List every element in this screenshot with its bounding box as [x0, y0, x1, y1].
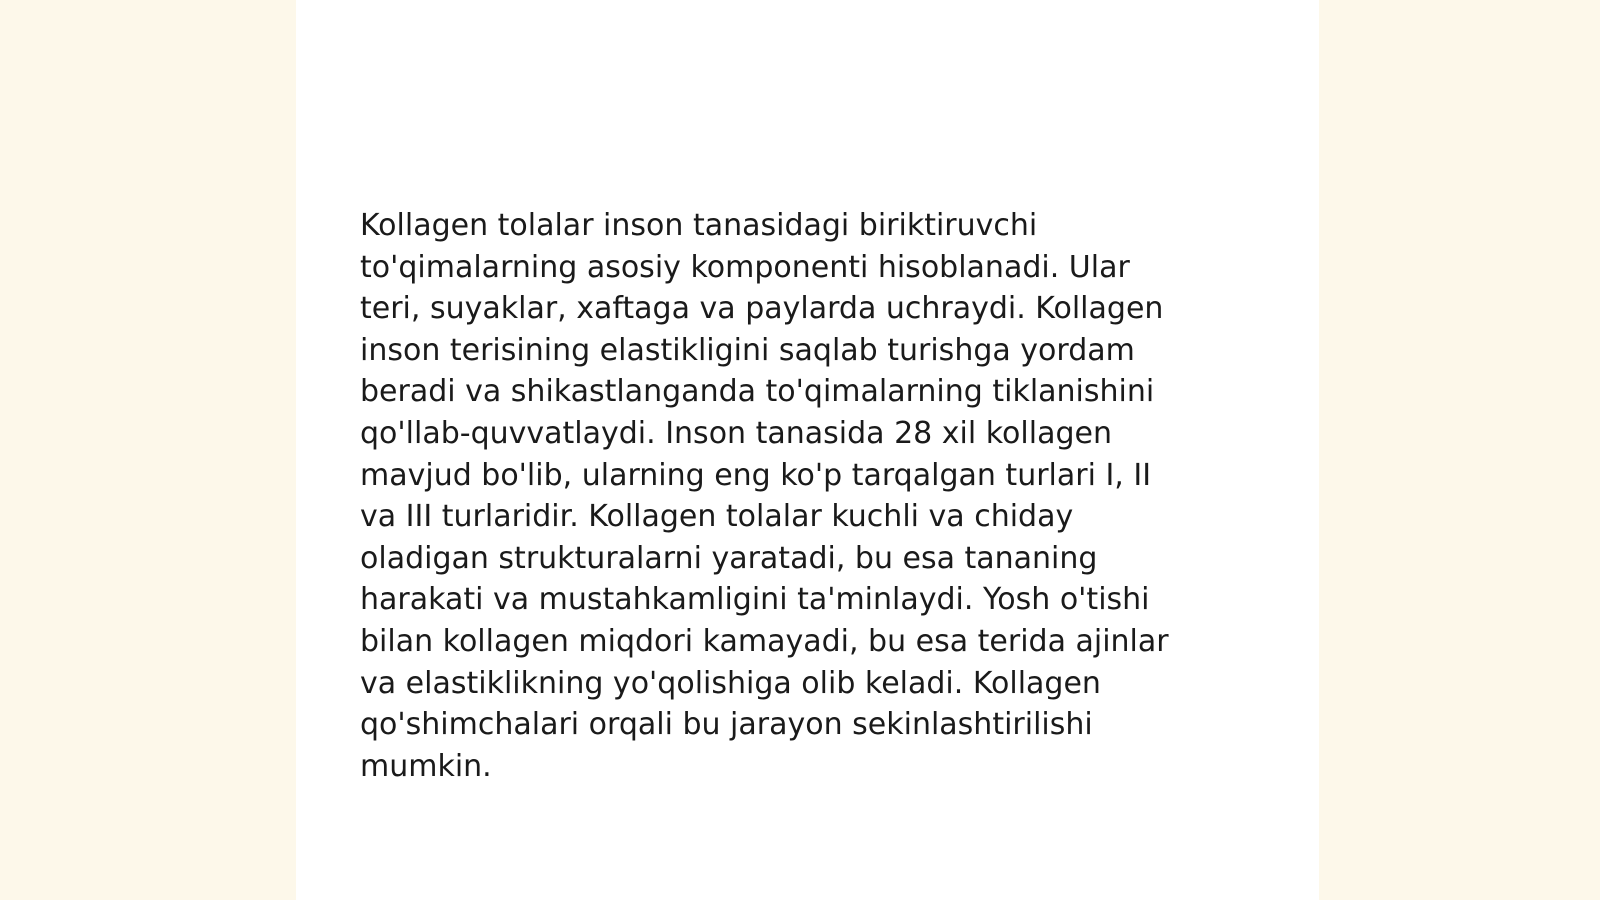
body-paragraph: Kollagen tolalar inson tanasidagi biriktiruvchi to'qimalarning asosiy komponenti hisoblanadi. Ular teri, suyaklar, xaftaga va paylarda uchraydi. Kollagen inson terisining elastikligini saqlab turishga yordam beradi va shikastlanganda to'qimalarning tiklanishini qo'llab-quvvatlaydi. Inson tanasida 28 xil kollagen mavjud bo'lib, ularning eng ko'p tarqalgan turlari I, II va III turlaridir. Kollagen tolalar kuchli va chiday oladigan strukturalarni yaratadi, bu esa tananing harakati va mustahkamligini ta'minlaydi. Yosh o'tishi bilan kollagen miqdori kamayadi, bu esa terida ajinlar va elastiklikning yo'qolishiga olib keladi. Kollagen qo'shimchalari orqali bu jarayon sekinlashtirilishi mumkin. — [360, 208, 1169, 784]
document-page — [296, 0, 1319, 900]
